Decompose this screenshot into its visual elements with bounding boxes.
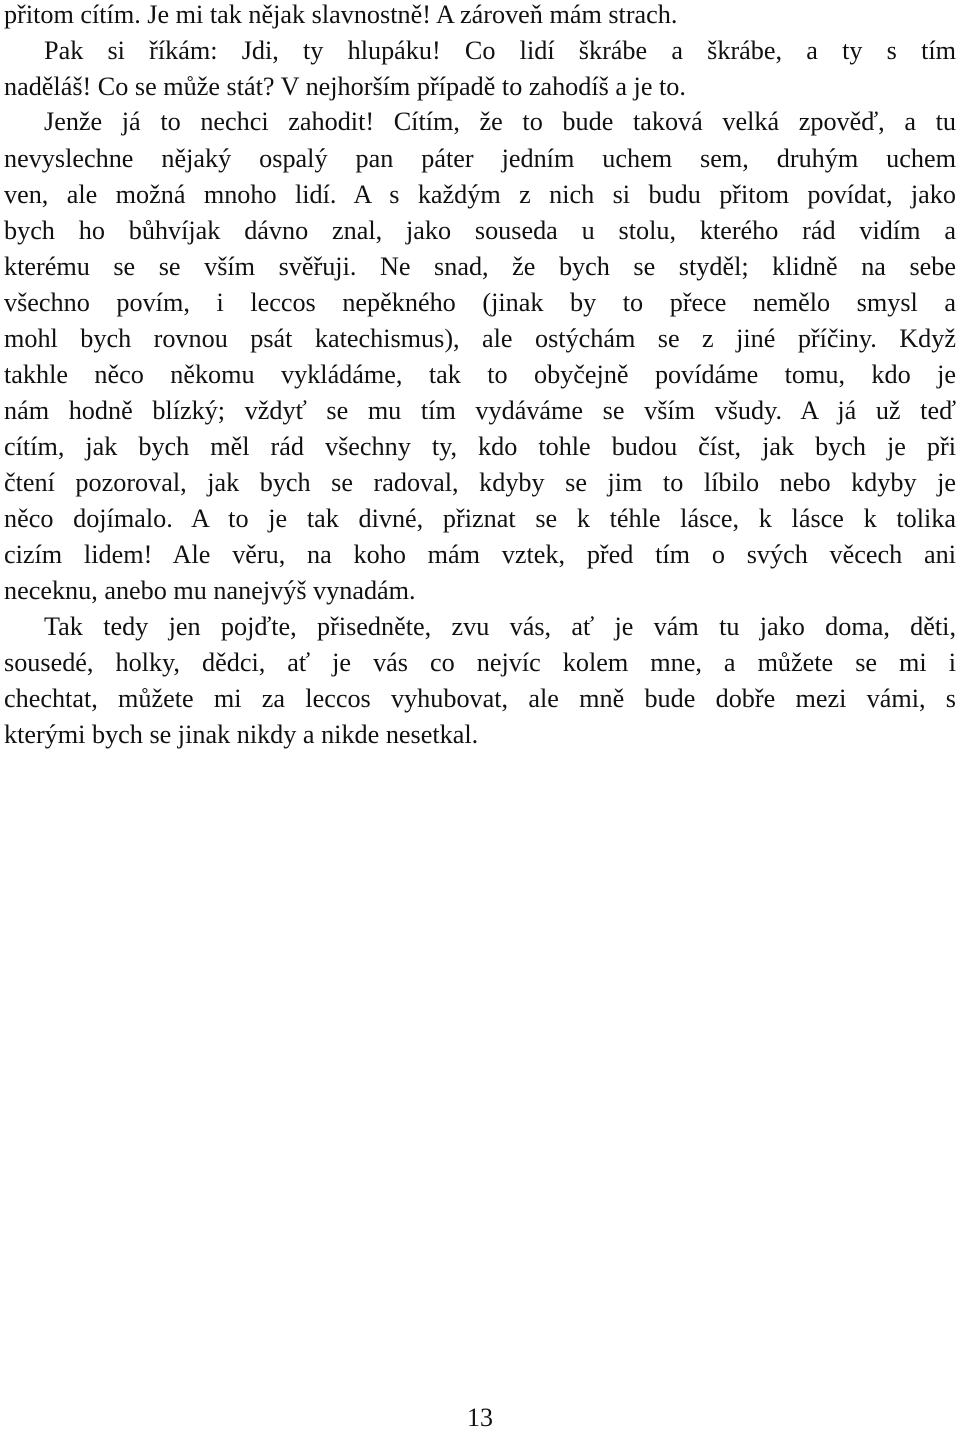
text-line-19: sousedé, holky, dědci, ať je vás co nejvíc kolem mne, a můžete se mi i: [4, 648, 956, 677]
text-line-16: cizím lidem! Ale věru, na koho mám vztek, před tím o svých věcech ani: [4, 540, 956, 569]
page-number: 13: [467, 1403, 493, 1432]
text-line-12: nám hodně blízký; vždyť se mu tím vydáváme se vším všudy. A já už teď: [4, 396, 956, 425]
text-line-8: kterému se se vším svěřuji. Ne snad, že bych se styděl; klidně na sebe: [4, 252, 956, 281]
text-line-5: nevyslechne nějaký ospalý pan páter jedním uchem sem, druhým uchem: [4, 144, 956, 173]
text-line-3: naděláš! Co se může stát? V nejhorším případě to zahodíš a je to.: [4, 72, 686, 101]
text-line-7: bych ho bůhvíjak dávno znal, jako souseda u stolu, kterého rád vidím a: [4, 216, 956, 245]
text-line-15: něco dojímalo. A to je tak divné, přiznat se k téhle lásce, k lásce k tolika: [4, 504, 956, 533]
text-line-10: mohl bych rovnou psát katechismus), ale ostýchám se z jiné příčiny. Když: [4, 324, 956, 353]
text-line-20: chechtat, můžete mi za leccos vyhubovat, ale mně bude dobře mezi vámi, s: [4, 684, 956, 713]
text-line-13: cítím, jak bych měl rád všechny ty, kdo tohle budou číst, jak bych je při: [4, 432, 956, 461]
text-line-9: všechno povím, i leccos nepěkného (jinak by to přece nemělo smysl a: [4, 288, 956, 317]
text-line-6: ven, ale možná mnoho lidí. A s každým z nich si budu přitom povídat, jako: [4, 180, 956, 209]
text-line-18: Tak tedy jen pojďte, přisedněte, zvu vás, ať je vám tu jako doma, děti,: [44, 612, 956, 641]
text-line-14: čtení pozoroval, jak bych se radoval, kdyby se jim to líbilo nebo kdyby je: [4, 468, 956, 497]
text-line-11: takhle něco někomu vykládáme, tak to obyčejně povídáme tomu, kdo je: [4, 360, 956, 389]
text-line-2: Pak si říkám: Jdi, ty hlupáku! Co lidí škrábe a škrábe, a ty s tím: [44, 36, 956, 65]
text-line-17: neceknu, anebo mu nanejvýš vynadám.: [4, 576, 416, 605]
text-line-21: kterými bych se jinak nikdy a nikde nesetkal.: [4, 720, 479, 749]
text-line-4: Jenže já to nechci zahodit! Cítím, že to bude taková velká zpověď, a tu: [44, 107, 956, 136]
text-line-1: přitom cítím. Je mi tak nějak slavnostně! A zároveň mám strach.: [4, 0, 678, 29]
